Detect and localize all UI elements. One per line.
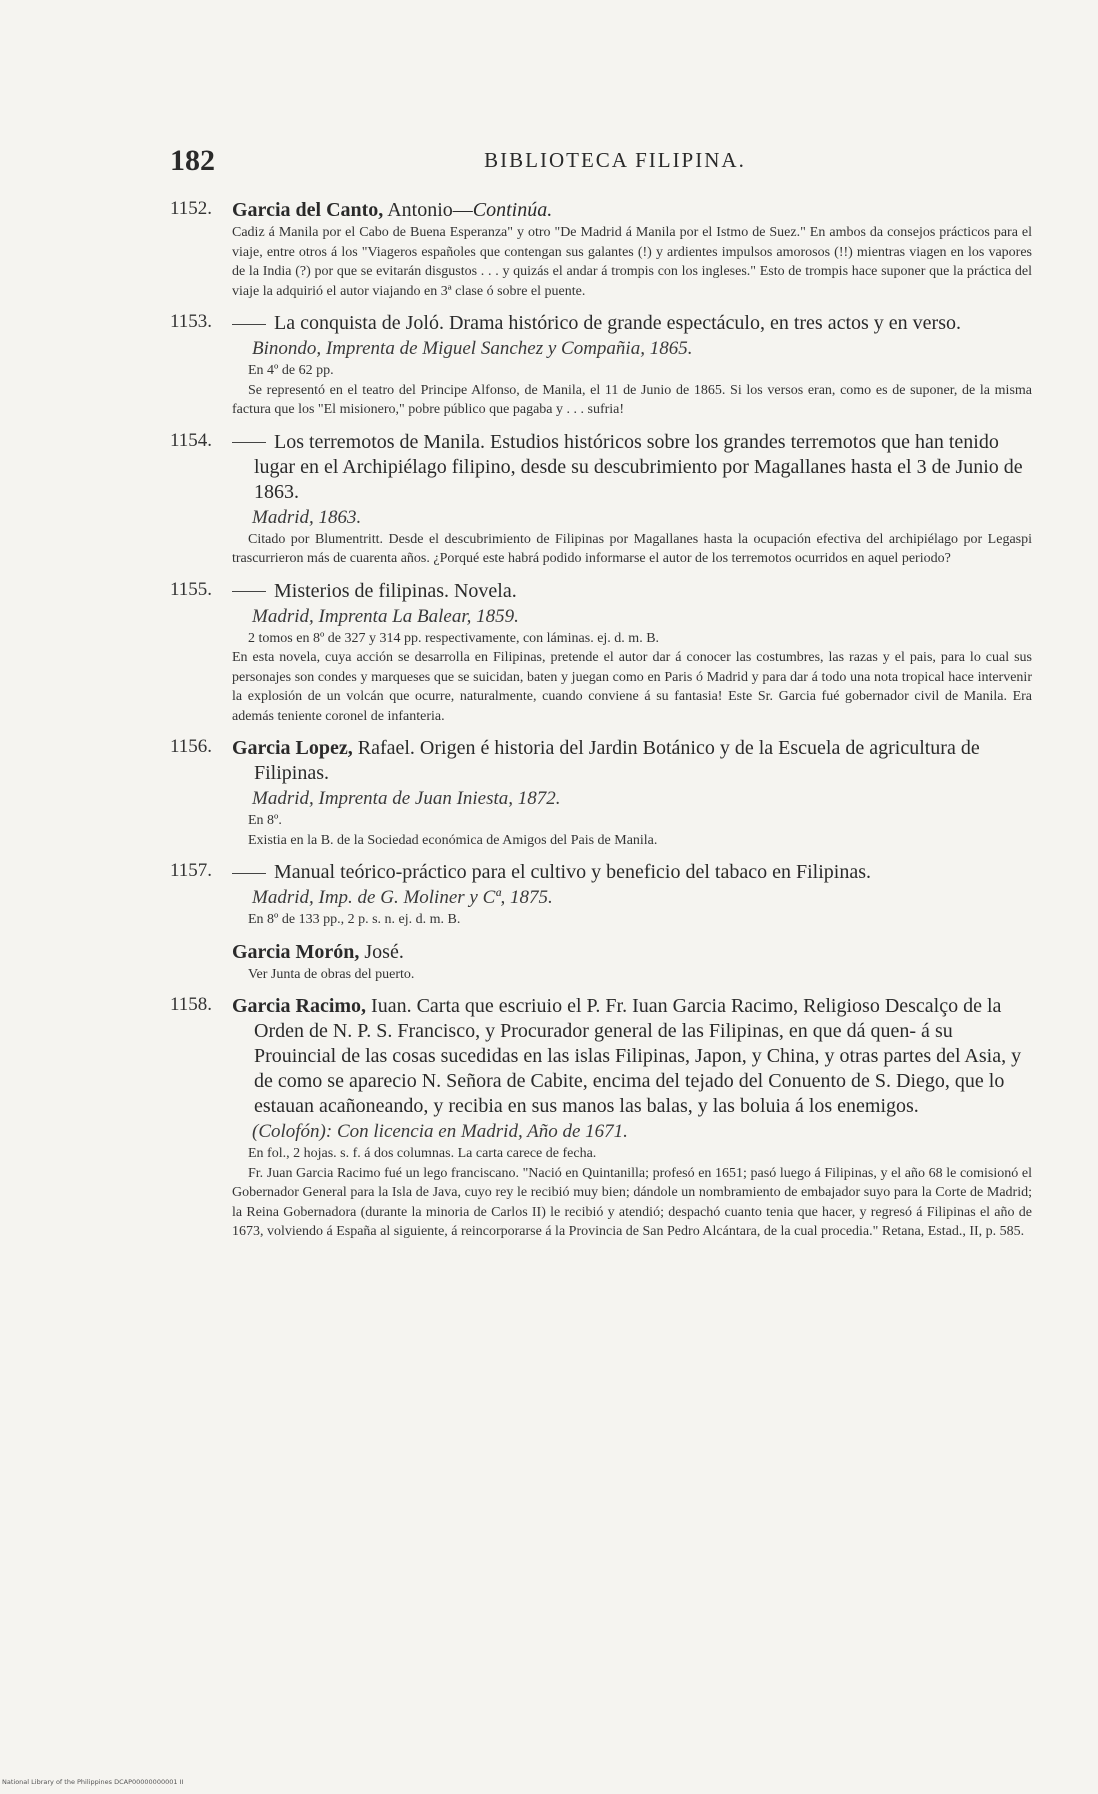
entry-1155 [170, 579, 1032, 727]
entry-note [232, 1144, 1032, 1242]
entry-1154 [170, 430, 1032, 569]
page-header [170, 144, 1030, 184]
entry-headline [232, 860, 1032, 885]
note-paragraph: En 8º de 133 pp., 2 p. s. n. ej. d. m. B. [248, 912, 461, 927]
note-paragraph: En fol., 2 hojas. s. f. á dos columnas. La carta carece de fecha. [248, 1146, 597, 1161]
entry-title: Carta que escriuio el P. Fr. Iuan Garcia Racimo, Religioso Descalço de la Orden de N. P. S. Francisco, y Procurador general de las Filipinas, en que dá quen- á su Prouincial de las cosas sucedidas en las islas Filipinas, Japon, y China, y otras partes del Asia, y de como se aparecio N. Señora de Cabite, encima del tejado del Conuento de S. Diego, que lo estauan acañoneando, y recibia en sus manos las balas, y las boluia á los enemigos. [254, 995, 1022, 1117]
entry-headline [232, 198, 1032, 223]
entry-1157 [170, 860, 1032, 930]
entry-1152 [170, 198, 1032, 301]
author-name: Garcia del Canto, [232, 199, 384, 221]
ditto-dash [232, 442, 266, 443]
entry-imprint: Madrid, Imprenta de Juan Iniesta, 1872. [252, 788, 561, 809]
entry-number: 1154. [170, 429, 213, 451]
entry-headline [232, 736, 1032, 786]
author-given-name: Rafael. [357, 737, 415, 759]
entry-note [232, 530, 1032, 569]
entry-headline [232, 430, 1032, 505]
entry-note [232, 965, 1032, 985]
page-number: 182 [170, 144, 215, 177]
entry-headline [232, 579, 1032, 604]
entry-number: 1156. [170, 736, 213, 757]
entry-headline [232, 940, 1032, 965]
entry-title: La conquista de Joló. Drama histórico de grande espectáculo, en tres actos y en verso. [274, 312, 961, 334]
entry-note [232, 223, 1032, 301]
author-name: Garcia Lopez, [232, 737, 353, 759]
note-paragraph: Se representó en el teatro del Principe Alfonso, de Manila, el 11 de Junio de 1865. Si los versos eran, como es de suponer, de la misma factura que los "El misionero," pobre público que pagaba y . . . sufria! [232, 382, 1032, 417]
entry-garcia-moron [170, 940, 1032, 985]
note-paragraph: Fr. Juan Garcia Racimo fué un lego franciscano. "Nació en Quintanilla; profesó en 1651; pasó luego á Filipinas, y el año 68 le comisionó el Gobernador General para la Isla de Java, cuyo rey le recibió muy bien; dándole un nombramiento de embajador suyo para la Corte de Madrid; la Reina Gobernadora (durante la minoria de Carlos II) le recibió y atendió; despachó cuanto tenia que hacer, y regresó á Filipinas el año de 1673, volviendo á España al siguiente, á reincorporarse á la Provincia de San Pedro Alcántara, de la cual procedia." Retana, Estad., II, p. 585. [232, 1165, 1032, 1239]
entry-headline [232, 311, 1032, 336]
note-paragraph: 2 tomos en 8º de 327 y 314 pp. respectivamente, con láminas. ej. d. m. B. [248, 630, 660, 646]
entry-1156 [170, 736, 1032, 850]
entry-imprint: (Colofón): Con licencia en Madrid, Año de 1671. [252, 1121, 628, 1142]
entry-number: 1155. [170, 578, 213, 600]
author-given-name: Iuan. [371, 995, 412, 1017]
note-paragraph: Citado por Blumentritt. Desde el descubrimiento de Filipinas por Magallanes hasta la ocupación efectiva del archipiélago por Legaspi trascurrieron más de cuarenta años. ¿Porqué este habrá podido informarse el autor de los terremotos ocurridos en aquel periodo? [232, 531, 1032, 566]
author-given-name: Antonio— [387, 199, 473, 221]
entry-number: 1158. [170, 994, 213, 1015]
bibliography-entries [170, 198, 1032, 1252]
scan-credit: National Library of the Philippines DCAP00000000001 II [2, 1778, 184, 1786]
author-given-name: José. [364, 940, 404, 963]
entry-title: Los terremotos de Manila. Estudios históricos sobre los grandes terremotos que han tenido lugar en el Archipiélago filipino, desde su descubrimiento por Magallanes hasta el 3 de Junio de 1863. [254, 430, 1023, 503]
cross-reference: Ver Junta de obras del puerto. [248, 966, 415, 982]
entry-1158 [170, 994, 1032, 1242]
entry-number: 1153. [170, 311, 213, 332]
entry-imprint: Madrid, 1863. [252, 506, 362, 528]
author-name: Garcia Racimo, [232, 995, 367, 1017]
entry-note [232, 629, 1032, 727]
author-name: Garcia Morón, [232, 940, 360, 963]
entry-title: Origen é historia del Jardin Botánico y de la Escuela de agricultura de Filipinas. [254, 737, 980, 784]
running-title: BIBLIOTECA FILIPINA. [484, 148, 746, 172]
entry-imprint: Madrid, Imprenta La Balear, 1859. [252, 605, 519, 627]
entry-number: 1157. [170, 860, 213, 881]
entry-note [232, 910, 1032, 930]
entry-headline [232, 994, 1032, 1119]
ditto-dash [232, 591, 266, 592]
ditto-dash [232, 324, 266, 325]
note-paragraph: En 8º. [248, 813, 282, 828]
continuation-label: Continúa. [472, 199, 553, 221]
entry-number: 1152. [170, 198, 213, 219]
note-paragraph: Existia en la B. de la Sociedad económica de Amigos del Pais de Manila. [248, 832, 658, 848]
entry-1153 [170, 311, 1032, 420]
entry-title: Manual teórico-práctico para el cultivo y beneficio del tabaco en Filipinas. [274, 861, 871, 883]
note-paragraph: En 4º de 62 pp. [248, 363, 334, 378]
note-paragraph: En esta novela, cuya acción se desarrolla en Filipinas, pretende el autor dar á conocer las costumbres, las razas y el pais, para lo cual sus personajes son condes y marqueses que se suicidan, baten y juegan como en Paris ó Madrid y para dar á todo una nota tropical hace intervenir la explosión de un volcán que ocurre, naturalmente, cuando conviene á su fantasia! Este Sr. Garcia fué gobernador civil de Manila. Era además teniente coronel de infanteria. [232, 650, 1032, 724]
entry-imprint: Binondo, Imprenta de Miguel Sanchez y Compañia, 1865. [252, 338, 693, 359]
entry-title: Misterios de filipinas. Novela. [274, 579, 517, 602]
entry-imprint: Madrid, Imp. de G. Moliner y Cª, 1875. [252, 887, 553, 908]
note-paragraph: Cadiz á Manila por el Cabo de Buena Esperanza" y otro "De Madrid á Manila por el Istmo de Suez." En ambos da consejos prácticos para el viaje, entre otros á los "Viageros españoles que contengan sus galantes (!) y ardientes impulsos amorosos (!!) mientras viagen en los vapores de la India (?) por que se evitarán disgustos . . . y quizás el andar á trompis con los ingleses." Esto de trompis hace suponer que la práctica del viaje la adquirió el autor viajando en 3ª clase ó sobre el puente. [232, 225, 1032, 299]
ditto-dash [232, 873, 266, 874]
entry-note [232, 811, 1032, 850]
entry-note [232, 361, 1032, 420]
